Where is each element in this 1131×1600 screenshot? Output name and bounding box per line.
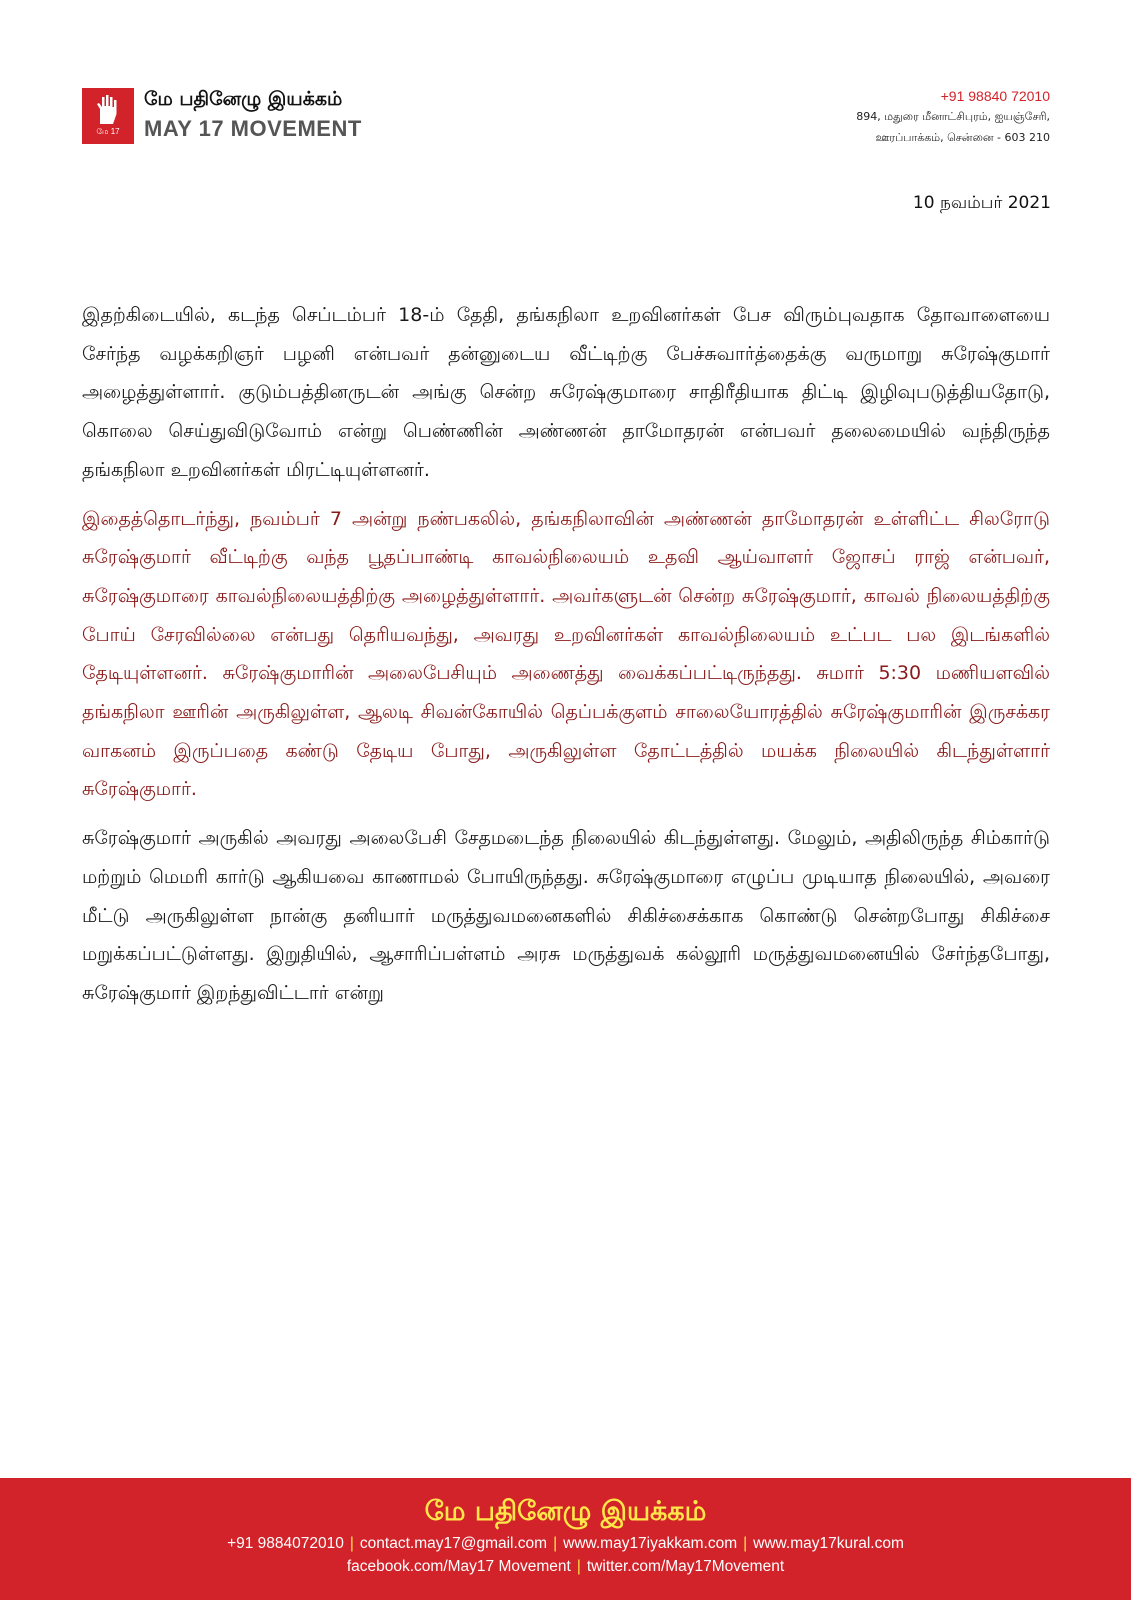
footer-facebook-link[interactable]: facebook.com/May17 Movement [346, 1558, 571, 1575]
document-body [82, 296, 1050, 1023]
org-name-english: MAY 17 MOVEMENT [144, 116, 362, 141]
document-date: 10 நவம்பர் 2021 [912, 193, 1051, 213]
paragraph: இதற்கிடையில், கடந்த செப்டம்பர் 18-ம் தேதி, தங்கநிலா உறவினர்கள் பேச விரும்புவதாக தோவாளையை சேர்ந்த வழக்கறிஞர் பழனி என்பவர் தன்னுடைய வீட்டிற்கு பேச்சுவார்த்தைக்கு வருமாறு சுரேஷ்குமார் அழைத்துள்ளார். குடும்பத்தினருடன் அங்கு சென்ற சுரேஷ்குமாரை சாதிரீதியாக திட்டி இழிவுபடுத்தியதோடு, கொலை செய்துவிடுவோம் என்று பெண்ணின் அண்ணன் தாமோதரன் என்பவர் தலைமையில் வந்திருந்த தங்கநிலா உறவினர்கள் மிரட்டியுள்ளனர். [82, 304, 1050, 481]
footer-email-link[interactable]: contact.may17@gmail.com [359, 1535, 548, 1552]
contact-phone: +91 98840 72010 [940, 88, 1050, 104]
raised-hand-icon [91, 92, 125, 126]
paragraph: சுரேஷ்குமார் அருகில் அவரது அலைபேசி சேதமடைந்த நிலையில் கிடந்துள்ளது. மேலும், அதிலிருந்த சிம்கார்டு மற்றும் மெமரி கார்டு ஆகியவை காணாமல் போயிருந்தது. சுரேஷ்குமாரை எழுப்ப முடியாத நிலையில், அவரை மீட்டு அருகிலுள்ள நான்கு தனியார் மருத்துவமனைகளில் சிகிச்சைக்காக கொண்டு சென்றபோது சிகிச்சை மறுக்கப்பட்டுள்ளது. இறுதியில், ஆசாரிப்பள்ளம் அரசு மருத்துவக் கல்லூரி மருத்துவமனையில் சேர்ந்தபோது, சுரேஷ்குமார் இறந்துவிட்டார் என்று [82, 827, 1050, 1004]
separator: | [553, 1535, 558, 1552]
footer-phone: +91 9884072010 [227, 1535, 344, 1552]
footer-website-link[interactable]: www.may17kural.com [753, 1535, 904, 1552]
separator: | [743, 1535, 748, 1552]
paragraph-highlighted: இதைத்தொடர்ந்து, நவம்பர் 7 அன்று நண்பகலில், தங்கநிலாவின் அண்ணன் தாமோதரன் உள்ளிட்ட சிலரோடு சுரேஷ்குமார் வீட்டிற்கு வந்த பூதப்பாண்டி காவல்நிலையம் உதவி ஆய்வாளர் ஜோசப் ராஜ் என்பவர், சுரேஷ்குமாரை காவல்நிலையத்திற்கு அழைத்துள்ளார். அவர்களுடன் சென்ற சுரேஷ்குமார், காவல் நிலையத்திற்கு போய் சேரவில்லை என்பது தெரியவந்து, அவரது உறவினர்கள் காவல்நிலையம் உட்பட பல இடங்களில் தேடியுள்ளனர். சுரேஷ்குமாரின் அலைபேசியும் அணைத்து வைக்கப்பட்டிருந்தது. சுமார் 5:30 மணியளவில் தங்கநிலா ஊரின் அருகிலுள்ள, ஆலடி சிவன்கோயில் தெப்பக்குளம் சாலையோரத்தில் சுரேஷ்குமாரின் இருசக்கர வாகனம் இருப்பதை கண்டு தேடிய போது, அருகிலுள்ள தோட்டத்தில் மயக்க நிலையில் கிடந்துள்ளார் சுரேஷ்குமார். [82, 507, 1050, 801]
letterhead [82, 86, 1050, 156]
address-line-1: 894, மதுரை மீனாட்சிபுரம், ஐயஞ்சேரி, [856, 110, 1050, 123]
separator: | [576, 1558, 581, 1575]
org-name-tamil: மே பதினேழு இயக்கம் [144, 88, 343, 110]
separator: | [349, 1535, 354, 1552]
footer-title: மே பதினேழு இயக்கம் [424, 1496, 707, 1527]
footer-twitter-link[interactable]: twitter.com/May17Movement [586, 1558, 785, 1575]
footer-website-link[interactable]: www.may17iyakkam.com [563, 1535, 738, 1552]
footer-banner [0, 1478, 1131, 1600]
logo-caption: மே 17 [96, 127, 120, 136]
footer-contact-line [0, 1532, 1131, 1555]
may17-logo [82, 88, 134, 144]
contact-block [856, 86, 1050, 148]
footer-social-line [0, 1555, 1131, 1578]
address-line-2: ஊரப்பாக்கம், சென்னை - 603 210 [875, 131, 1050, 144]
